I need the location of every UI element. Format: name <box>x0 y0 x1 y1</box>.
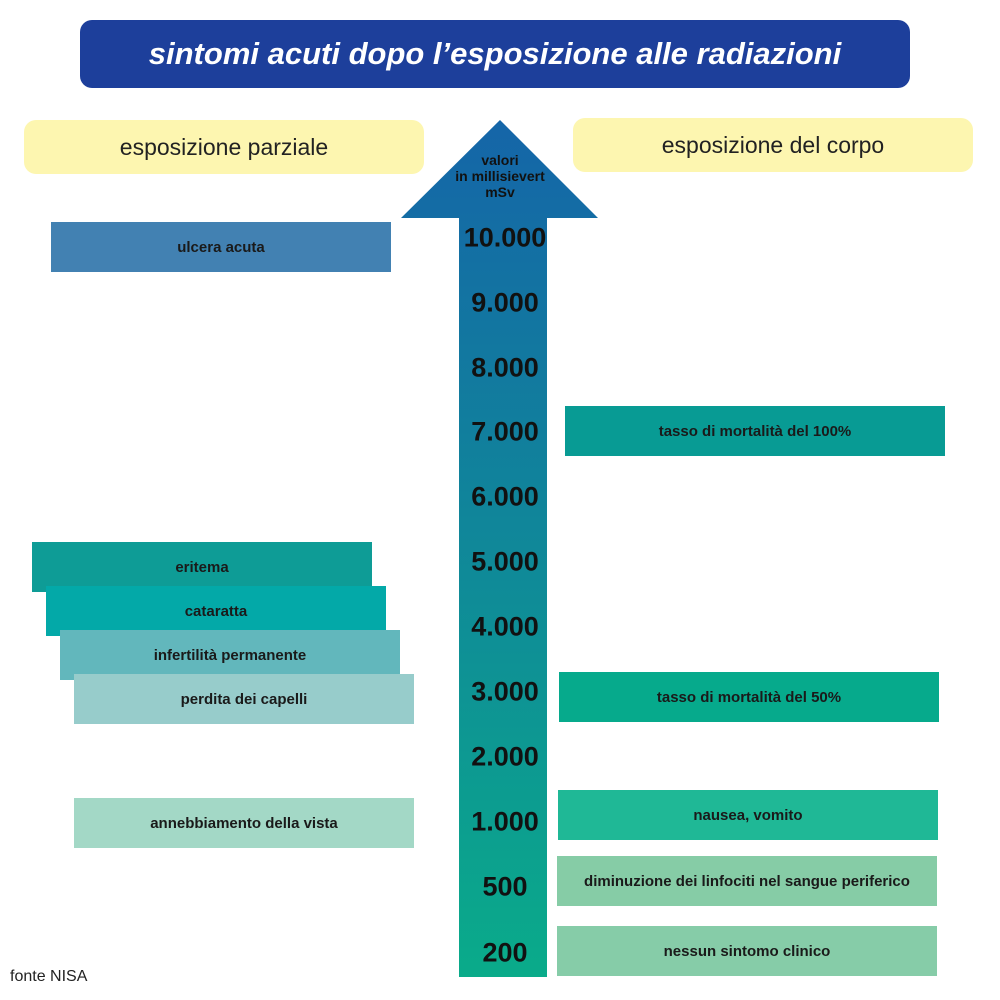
symptom-box-right: tasso di mortalità del 100% <box>565 406 945 456</box>
tick-label: 10.000 <box>463 222 547 253</box>
section-header-partial-exposure: esposizione parziale <box>24 120 424 174</box>
symptom-box-left: ulcera acuta <box>51 222 391 272</box>
symptom-box-right: tasso di mortalità del 50% <box>559 672 939 722</box>
tick-label: 9.000 <box>471 287 539 318</box>
tick-label: 8.000 <box>471 352 539 383</box>
axis-unit-label <box>430 152 570 200</box>
source-credit: fonte NISA <box>10 968 88 985</box>
axis-unit-line: mSv <box>485 184 515 200</box>
section-header-body-exposure: esposizione del corpo <box>573 118 973 172</box>
page-title: sintomi acuti dopo l’esposizione alle radiazioni <box>80 20 910 88</box>
axis-unit-line: in millisievert <box>455 168 545 184</box>
symptom-box-left: infertilità permanente <box>60 630 400 680</box>
axis-unit-line: valori <box>481 152 519 168</box>
tick-label: 7.000 <box>471 416 539 447</box>
tick-label: 500 <box>482 871 528 902</box>
tick-label: 1.000 <box>471 806 539 837</box>
symptom-box-right: nausea, vomito <box>558 790 938 840</box>
symptom-box-right: diminuzione dei linfociti nel sangue periferico <box>557 856 937 906</box>
tick-label: 4.000 <box>471 611 539 642</box>
symptom-box-left: perdita dei capelli <box>74 674 414 724</box>
symptom-box-left: eritema <box>32 542 372 592</box>
tick-label: 200 <box>482 937 528 968</box>
symptom-box-right: nessun sintomo clinico <box>557 926 937 976</box>
symptom-box-left: cataratta <box>46 586 386 636</box>
tick-label: 6.000 <box>471 481 539 512</box>
tick-label: 3.000 <box>471 676 539 707</box>
tick-label: 2.000 <box>471 741 539 772</box>
symptom-box-left: annebbiamento della vista <box>74 798 414 848</box>
tick-label: 5.000 <box>471 546 539 577</box>
